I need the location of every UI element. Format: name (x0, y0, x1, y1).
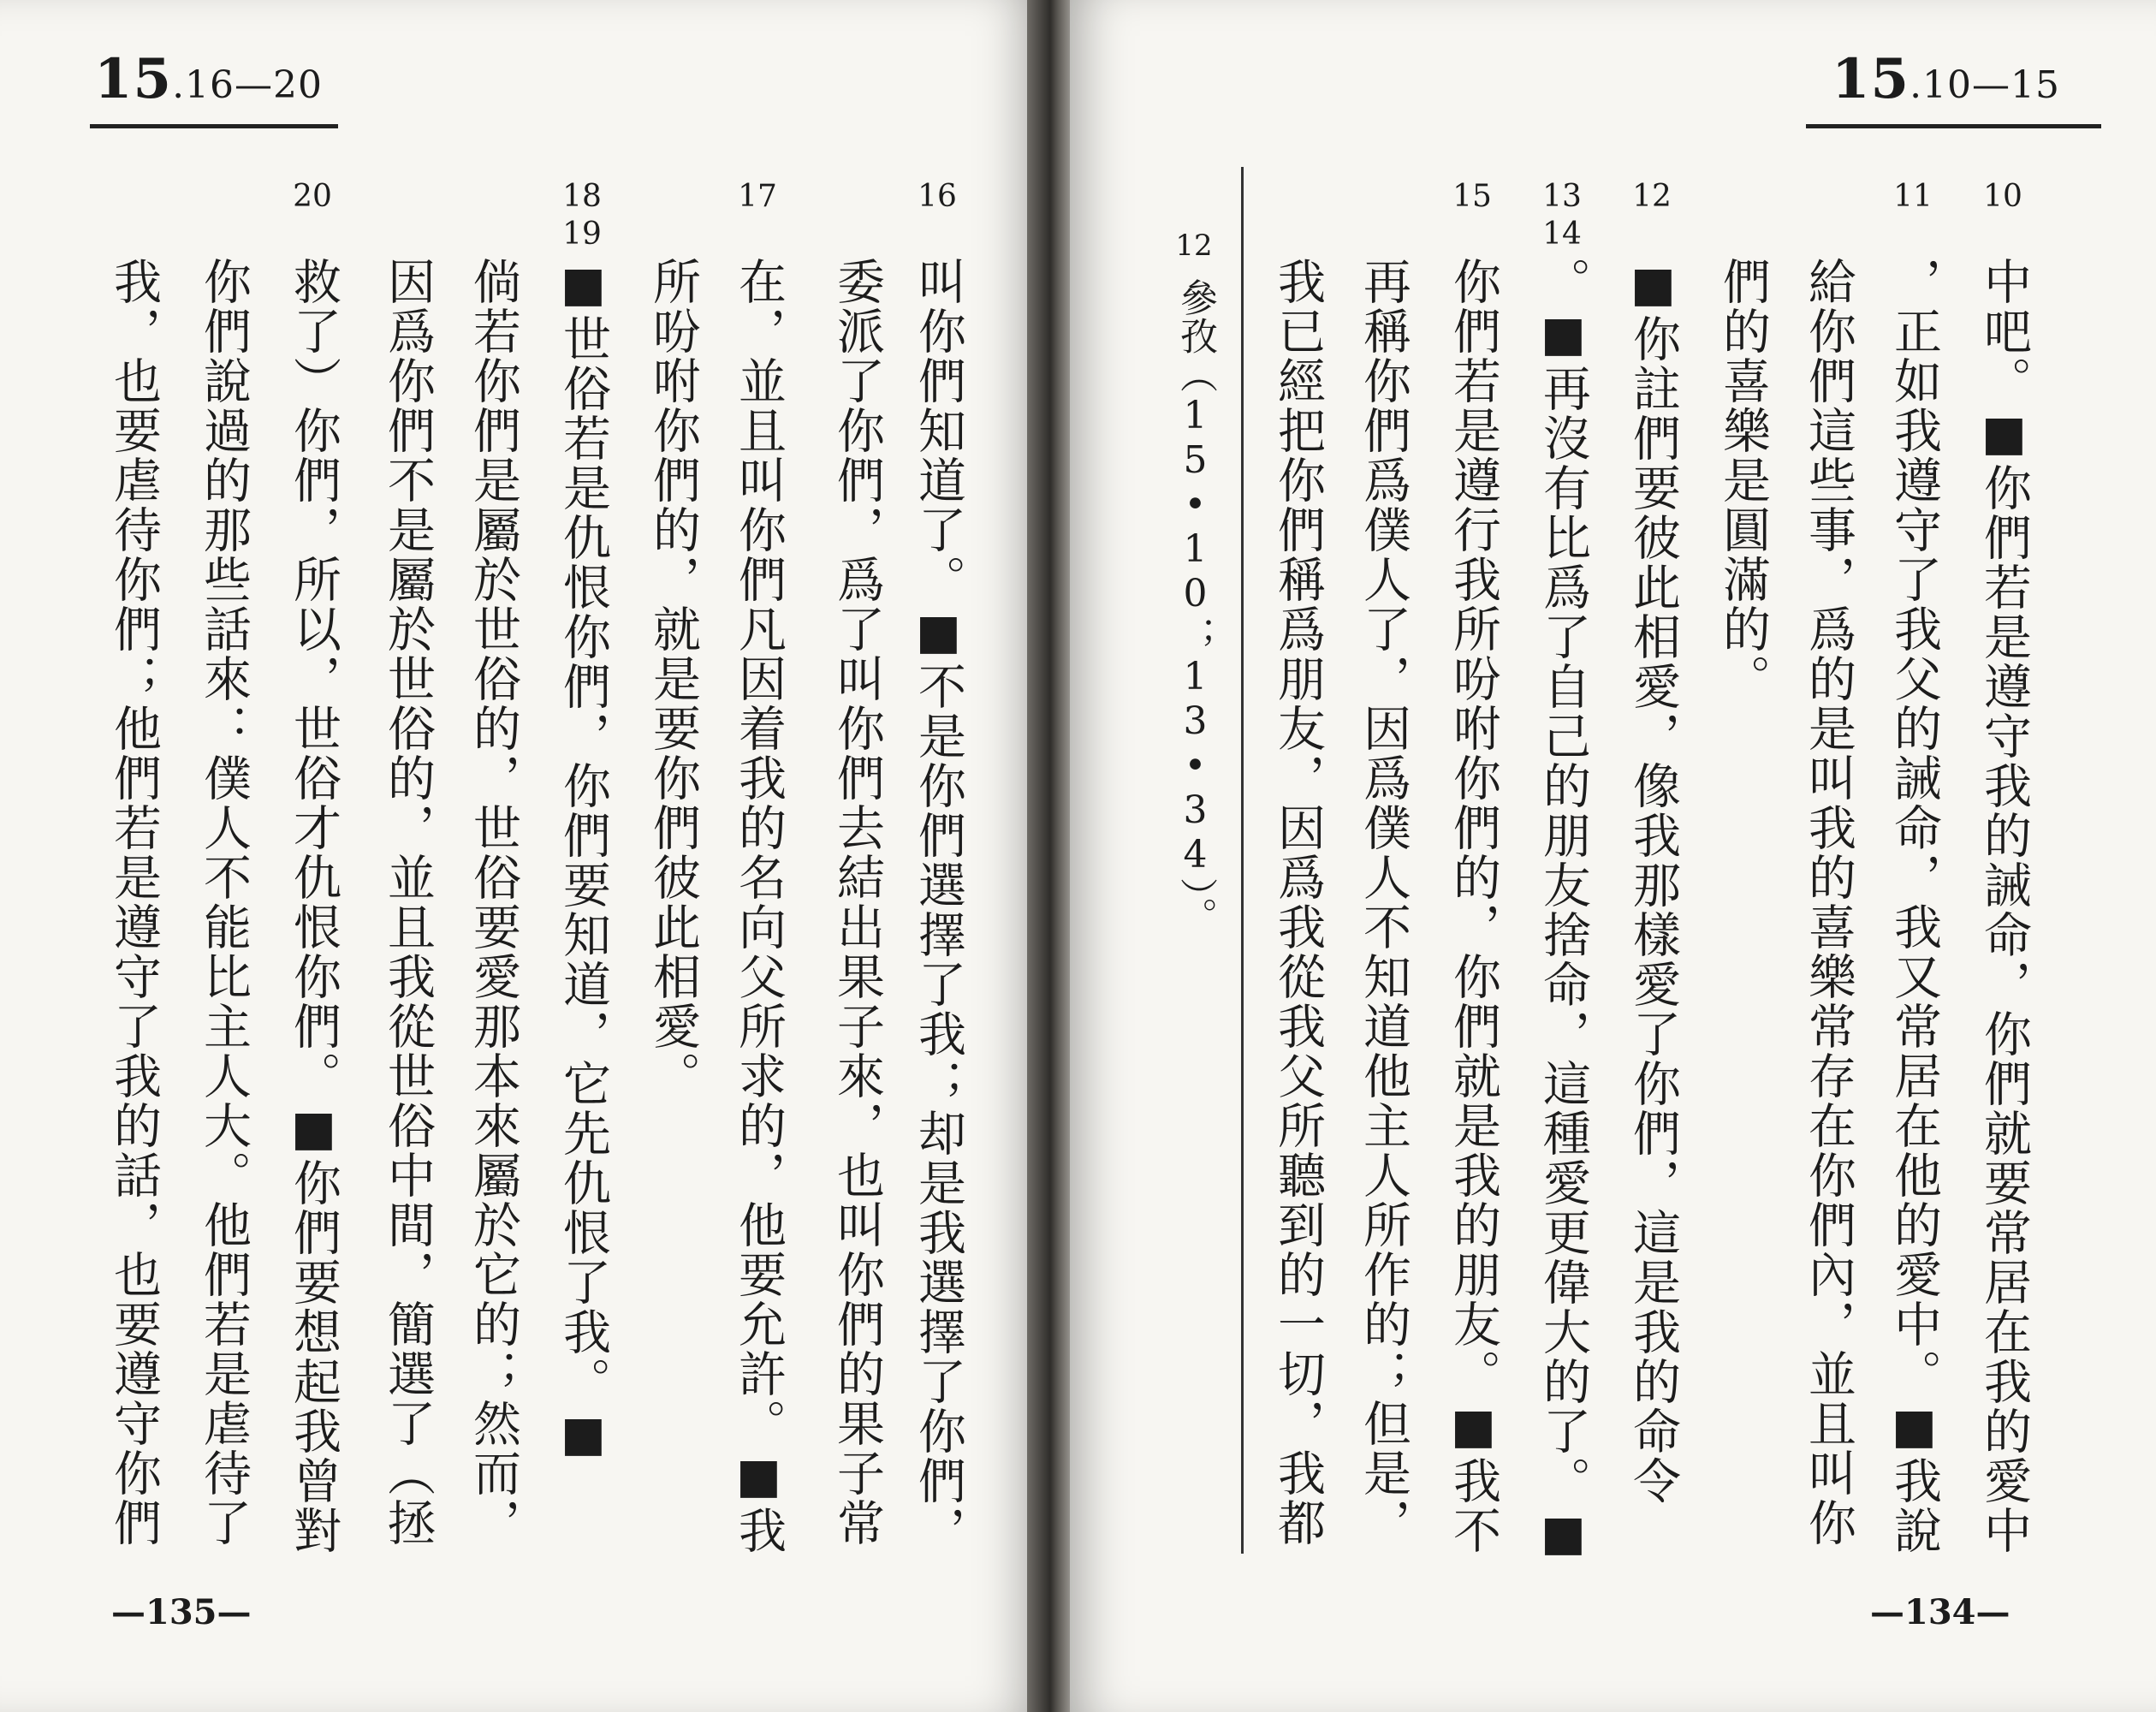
verse-text: 們的喜樂是圓滿的。 (1715, 257, 1771, 704)
verse-text: ，正如我遵守了我父的誡命，我又常居在他的愛中。■我說 (1886, 257, 1942, 1555)
left-header-rule (90, 124, 338, 128)
verse-text: 所吩咐你們的，就是要你們彼此相愛。 (645, 257, 701, 1101)
verse-text: 我已經把你們稱爲朋友，因爲我從我父所聽到的一切，我都 (1270, 257, 1326, 1548)
verse-number: 12 (1632, 179, 1672, 214)
right-header-chapter: 15 (1832, 47, 1910, 111)
right-header-rule (1806, 124, 2101, 128)
right-page (1070, 0, 2156, 1712)
right-page-number: —134— (1870, 1592, 2010, 1632)
verse-text: 再稱你們爲僕人了，因爲僕人不知道他主人所作的；但是， (1356, 257, 1411, 1548)
footnote-text: 參孜（15•10；13•34）。 (1173, 278, 1217, 936)
left-header-chapter: 15 (94, 47, 173, 111)
verse-number: 16 (918, 179, 957, 214)
verse-number: 15 (1452, 179, 1492, 214)
verse-number: 10 (1983, 179, 2022, 214)
verse-text: 中吧。■你們若是遵守我的誡命，你們就要常居在我的愛中 (1976, 257, 2032, 1555)
verse-number: 13 14 (1542, 179, 1582, 252)
verse-number: 17 (738, 179, 777, 214)
verse-text: ■你註們要彼此相愛，像我那樣愛了你們，這是我的命令 (1625, 257, 1681, 1506)
footnote-number: 12 (1175, 229, 1213, 263)
verse-text: 叫你們知道了。■不是你們選擇了我；却是我選擇了你們， (911, 257, 966, 1555)
verse-number: 18 19 (562, 179, 602, 252)
footnote-divider (1241, 167, 1244, 1554)
verse-text: 你們說過的那些話來：僕人不能比主人大。他們若是虐待了 (196, 257, 252, 1548)
verse-text: 給你們這些事，爲的是叫我的喜樂常存在你們內，並且叫你 (1801, 257, 1856, 1548)
right-header-verses: .10—15 (1910, 63, 2061, 107)
left-page (0, 0, 1036, 1712)
verse-text: 救了）你們，所以，世俗才仇恨你們。■你們要想起我曾對 (286, 257, 342, 1555)
verse-number: 11 (1893, 179, 1933, 214)
verse-text: 倘若你們是屬於世俗的，世俗要愛那本來屬於它的；然而， (466, 257, 521, 1548)
left-page-header (94, 47, 323, 111)
verse-text: 委派了你們，爲了叫你們去結出果子來，也叫你們的果子常 (829, 257, 885, 1548)
verse-text: ■世俗若是仇恨你們，你們要知道，它先仇恨了我。■ (555, 257, 611, 1464)
verse-text: 我，也要虐待你們；他們若是遵守了我的話，也要遵守你們 (106, 257, 162, 1548)
verse-number: 20 (293, 179, 332, 214)
left-page-number: —135— (111, 1592, 252, 1632)
left-header-verses: .16—20 (172, 63, 324, 107)
verse-text: 在，並且叫你們凡因着我的名向父所求的，他要允許。■我 (731, 257, 787, 1555)
verse-text: 。■再沒有比爲了自己的朋友捨命，這種愛更偉大的了。■ (1535, 257, 1591, 1563)
verse-text: 因爲你們不是屬於世俗的，並且我從世俗中間，簡選了（拯 (380, 257, 436, 1548)
verse-text: 你們若是遵行我所吩咐你們的，你們就是我的朋友。■我不 (1446, 257, 1501, 1555)
right-page-header (1832, 47, 2060, 111)
